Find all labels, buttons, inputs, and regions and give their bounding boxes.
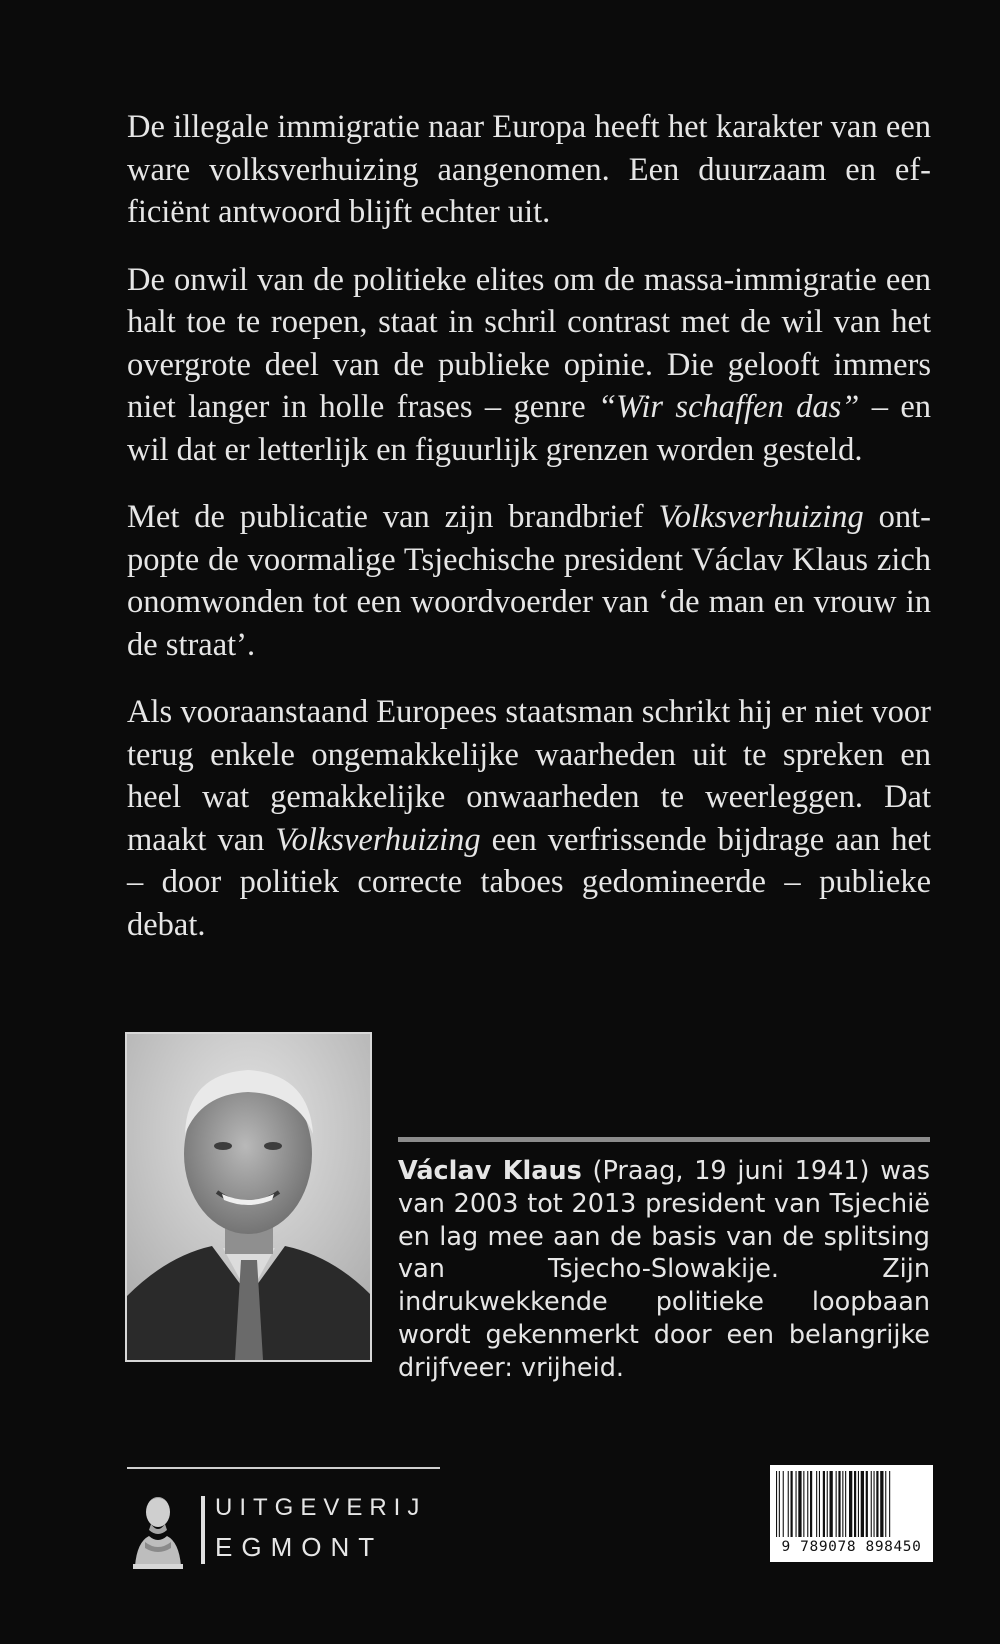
author-bio bbox=[398, 1155, 930, 1385]
barcode-bar bbox=[803, 1471, 804, 1537]
author-bio-text: (Praag, 19 juni 1941) was van 2003 tot 2013 president van Tsjechië en lag mee aan de basis van de splitsing van Tsjecho-Slowakije. Zijn indrukwekkende politieke loopbaan wordt gekenmerkt door een belangrijke drijfveer: vrijheid. bbox=[398, 1156, 930, 1383]
barcode-bar bbox=[842, 1471, 843, 1537]
barcode-bar bbox=[885, 1471, 886, 1537]
blurb-quote: “Wir schaffen das” bbox=[598, 389, 860, 425]
blurb-text: Met de publicatie van zijn brandbrief bbox=[127, 499, 659, 535]
blurb-text: ontpopte de voormalige Tsjechische president Václav Klaus zich onomwonden tot een woordvoerder van ‘de man en vrouw in de straat’. bbox=[127, 499, 931, 663]
barcode-bar bbox=[876, 1471, 878, 1537]
barcode-bar bbox=[889, 1471, 890, 1537]
blurb-text: De illegale immigratie naar Europa heeft het karakter van een ware volksverhuizing aangenomen. Een duurzaam en efficiënt antwoord blijft echter uit. bbox=[127, 109, 931, 230]
barcode-bar bbox=[779, 1471, 780, 1537]
barcode-bar bbox=[819, 1471, 820, 1537]
blurb-paragraph-4 bbox=[127, 691, 931, 946]
barcode-bar bbox=[838, 1471, 840, 1537]
isbn-number: 9 789078 898450 bbox=[781, 1539, 922, 1555]
publisher-divider bbox=[127, 1467, 440, 1469]
barcode-bar bbox=[836, 1471, 837, 1537]
barcode-bar bbox=[776, 1471, 777, 1537]
barcode-bar bbox=[874, 1471, 875, 1537]
isbn-barcode bbox=[770, 1465, 933, 1562]
author-name: Václav Klaus bbox=[398, 1156, 582, 1186]
blurb-paragraph-3 bbox=[127, 496, 931, 666]
barcode-bar bbox=[880, 1471, 883, 1537]
barcode-bar bbox=[816, 1471, 817, 1537]
author-portrait bbox=[125, 1032, 372, 1362]
barcode-bar bbox=[849, 1471, 852, 1537]
publisher-logo bbox=[127, 1490, 457, 1570]
publisher-name-line1: UITGEVERIJ bbox=[215, 1494, 427, 1521]
publisher-name-line2: EGMONT bbox=[215, 1532, 384, 1562]
logo-bar bbox=[201, 1496, 205, 1564]
barcode-bar bbox=[788, 1471, 789, 1537]
blurb-text: een verfrissende bijdrage aan het – door politiek correcte taboes gedomineerde – publieke debat. bbox=[127, 821, 931, 943]
barcode-bar bbox=[798, 1471, 801, 1537]
book-title-italic: Volksverhuizing bbox=[275, 821, 481, 858]
blurb-text: Als vooraanstaand Europees staatsman schrikt hij er niet voor terug enkele ongemakkelijke waarheden uit te spreken en heel wat gemakkelijke onwaarheden te weerleggen. Dat maakt van bbox=[127, 694, 931, 858]
barcode-bar bbox=[807, 1471, 808, 1537]
barcode-bar bbox=[845, 1471, 846, 1537]
barcode-bar bbox=[854, 1471, 856, 1537]
barcode-bar bbox=[861, 1471, 864, 1537]
blurb-paragraph-1 bbox=[127, 106, 931, 234]
barcode-bar bbox=[791, 1471, 793, 1537]
back-cover-blurb bbox=[127, 106, 931, 971]
barcode-bar bbox=[866, 1471, 868, 1537]
barcode-bar bbox=[871, 1471, 872, 1537]
blurb-text: – en wil dat er letterlijk en figuurlijk grenzen worden gesteld. bbox=[127, 389, 931, 468]
barcode-bar bbox=[858, 1471, 859, 1537]
blurb-text: De onwil van de politieke elites om de massa-immigratie een halt toe te roepen, staat in schril contrast met de wil van het overgrote deel van de publieke opinie. Die gelooft immers niet langer in holle frases – genre bbox=[127, 261, 931, 425]
author-portrait-image bbox=[127, 1034, 370, 1360]
barcode-bar bbox=[783, 1471, 784, 1537]
book-title-italic: Volksverhuizing bbox=[658, 499, 864, 535]
barcode-bar bbox=[810, 1471, 812, 1537]
barcode-bars bbox=[776, 1471, 927, 1537]
barcode-bar bbox=[827, 1471, 828, 1537]
bio-divider bbox=[398, 1137, 930, 1142]
barcode-bar bbox=[796, 1471, 797, 1537]
barcode-bar bbox=[823, 1471, 825, 1537]
egmont-bust-icon bbox=[127, 1490, 189, 1570]
barcode-bar bbox=[830, 1471, 833, 1537]
blurb-paragraph-2 bbox=[127, 259, 931, 472]
